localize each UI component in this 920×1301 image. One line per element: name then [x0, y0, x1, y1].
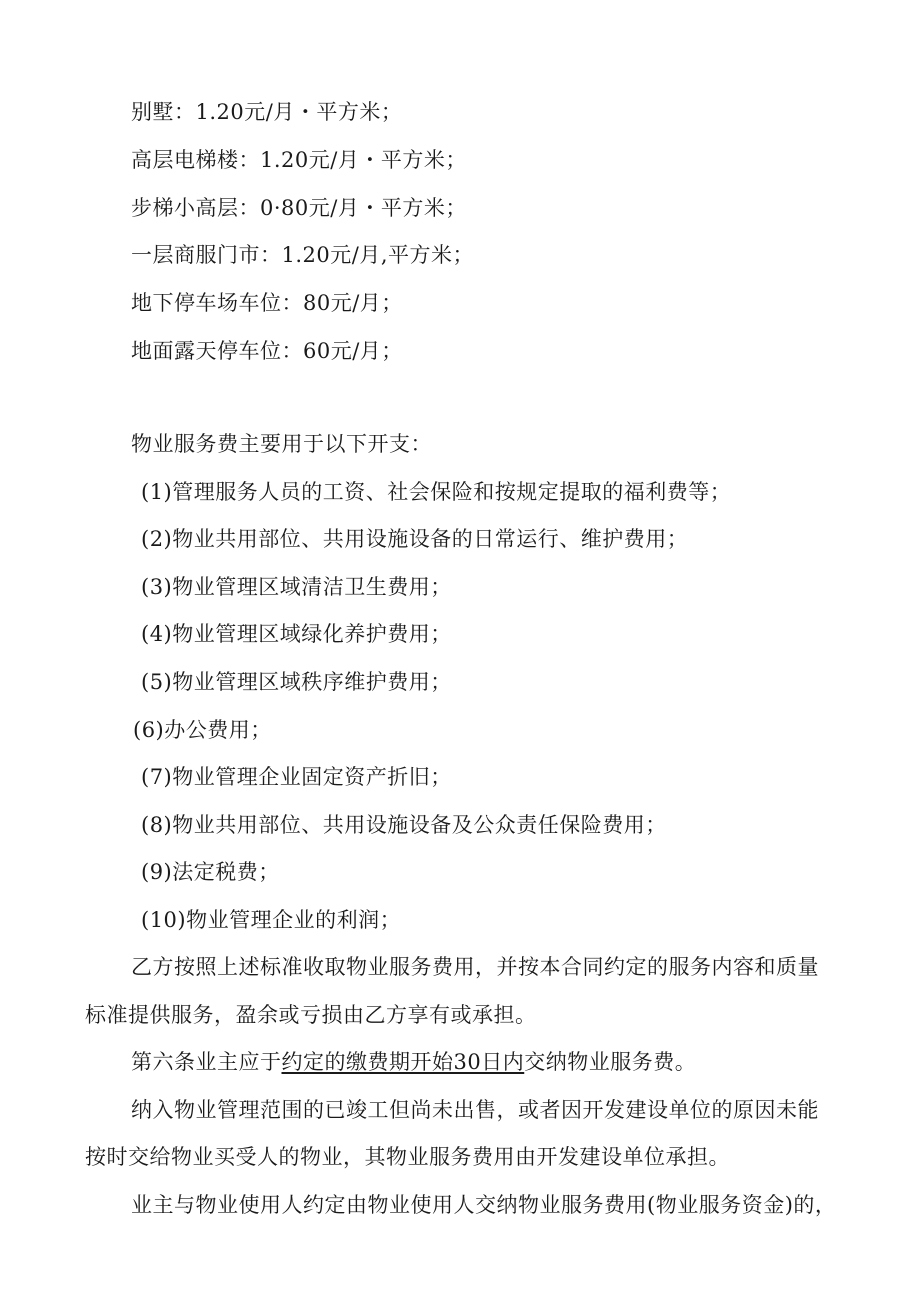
paragraph-unsold-line2: 按时交给物业买受人的物业，其物业服务费用由开发建设单位承担。 [85, 1145, 730, 1169]
article-six [131, 1048, 696, 1076]
expense-item: (3)物业管理区域清洁卫生费用； [141, 575, 452, 599]
rate-stair-building: 步梯小高层：0·80元/月・平方米； [131, 196, 467, 220]
rate-villa: 别墅：1.20元/月・平方米； [131, 100, 403, 124]
rate-underground-parking: 地下停车场车位：80元/月； [131, 291, 403, 315]
expense-item: (6)办公费用； [133, 718, 272, 742]
paragraph-unsold-line1: 纳入物业管理范围的已竣工但尚未出售，或者因开发建设单位的原因未能 [131, 1098, 819, 1122]
paragraph-service-line2: 标准提供服务，盈余或亏损由乙方享有或承担。 [85, 1003, 537, 1027]
expense-item: (8)物业共用部位、共用设施设备及公众责任保险费用； [141, 813, 667, 837]
expense-item: (9)法定税费； [141, 860, 280, 884]
expense-item: (2)物业共用部位、共用设施设备的日常运行、维护费用； [141, 527, 689, 551]
rate-high-rise-elevator: 高层电梯楼：1.20元/月・平方米； [131, 148, 467, 172]
expense-item: (5)物业管理区域秩序维护费用； [141, 670, 452, 694]
rate-ground-floor-shop: 一层商服门市：1.20元/月,平方米； [131, 243, 475, 267]
paragraph-service-line1: 乙方按照上述标准收取物业服务费用，并按本合同约定的服务内容和质量 [131, 955, 819, 979]
expense-item: (7)物业管理企业固定资产折旧； [141, 765, 452, 789]
expense-item: (1)管理服务人员的工资、社会保险和按规定提取的福利费等； [141, 480, 732, 504]
expense-item: (10)物业管理企业的利润； [141, 908, 402, 932]
article-six-underlined: 约定的缴费期开始30日内 [281, 1050, 525, 1074]
expense-item: (4)物业管理区域绿化养护费用； [141, 622, 452, 646]
rate-outdoor-parking: 地面露天停车位：60元/月； [131, 339, 403, 363]
paragraph-user-line1: 业主与物业使用人约定由物业使用人交纳物业服务费用(物业服务资金)的， [131, 1193, 837, 1217]
expense-intro: 物业服务费主要用于以下开支： [131, 432, 432, 456]
article-six-after: 交纳物业服务费。 [524, 1050, 697, 1074]
article-six-before: 第六条业主应于 [131, 1050, 282, 1074]
